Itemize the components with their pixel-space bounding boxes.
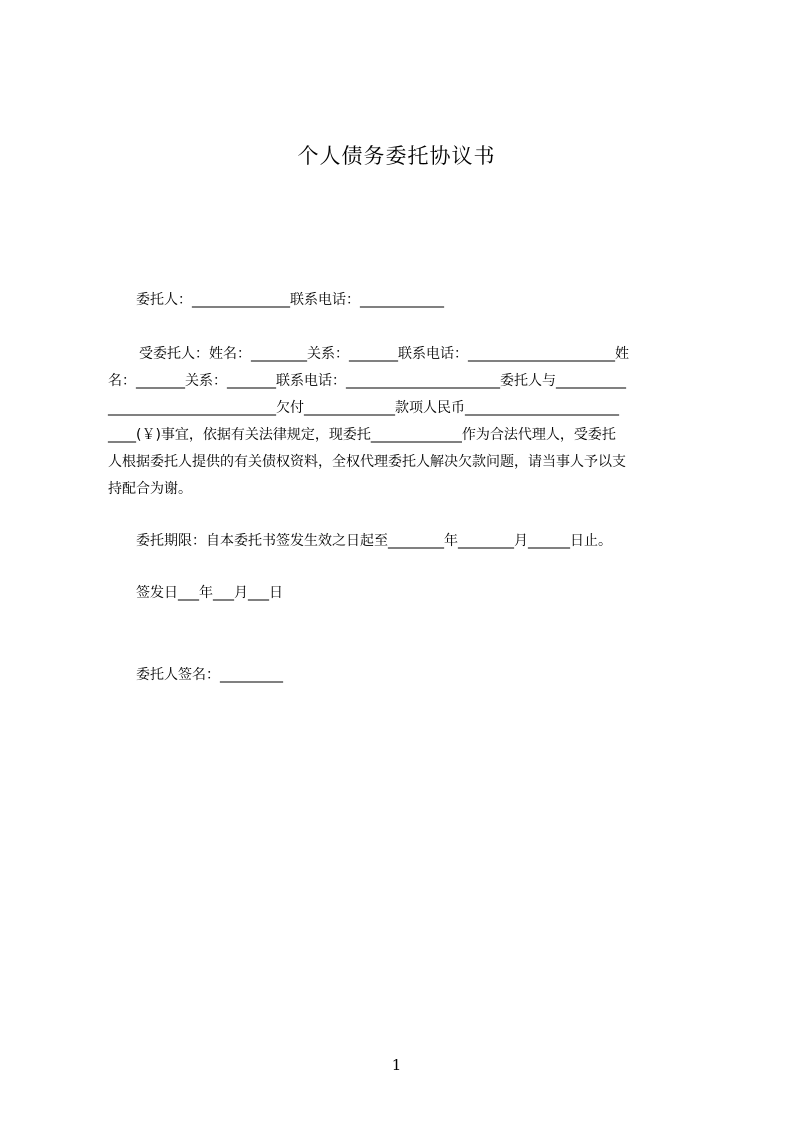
entrustment-term-line: 委托期限：自本委托书签发生效之日起至________年________月______日止。 <box>136 533 612 549</box>
agent-paragraph-line-5: 人根据委托人提供的有关债权资料，全权代理委托人解决欠款问题，请当事人予以支 <box>108 454 626 470</box>
agent-paragraph-line-2: 名：_______关系：_______联系电话：______________________委托人与__________ <box>108 373 626 389</box>
agent-paragraph-line-1: 受委托人：姓名：________关系：_______联系电话：_____________________姓 <box>139 346 629 362</box>
agent-paragraph-line-3: ________________________欠付_____________款项人民币______________________ <box>108 400 619 416</box>
page-number: 1 <box>391 1056 402 1074</box>
principal-signature-line: 委托人签名：_________ <box>136 667 283 683</box>
agent-paragraph-line-6: 持配合为谢。 <box>108 481 192 497</box>
principal-contact-line: 委托人：______________联系电话：____________ <box>136 292 444 308</box>
document-title: 个人债务委托协议书 <box>297 144 496 168</box>
issue-date-line: 签发日___年___月___日 <box>136 585 283 601</box>
agent-paragraph-line-4: ____(￥)事宜，依据有关法律规定，现委托_____________作为合法代理人，受委托 <box>108 427 616 443</box>
